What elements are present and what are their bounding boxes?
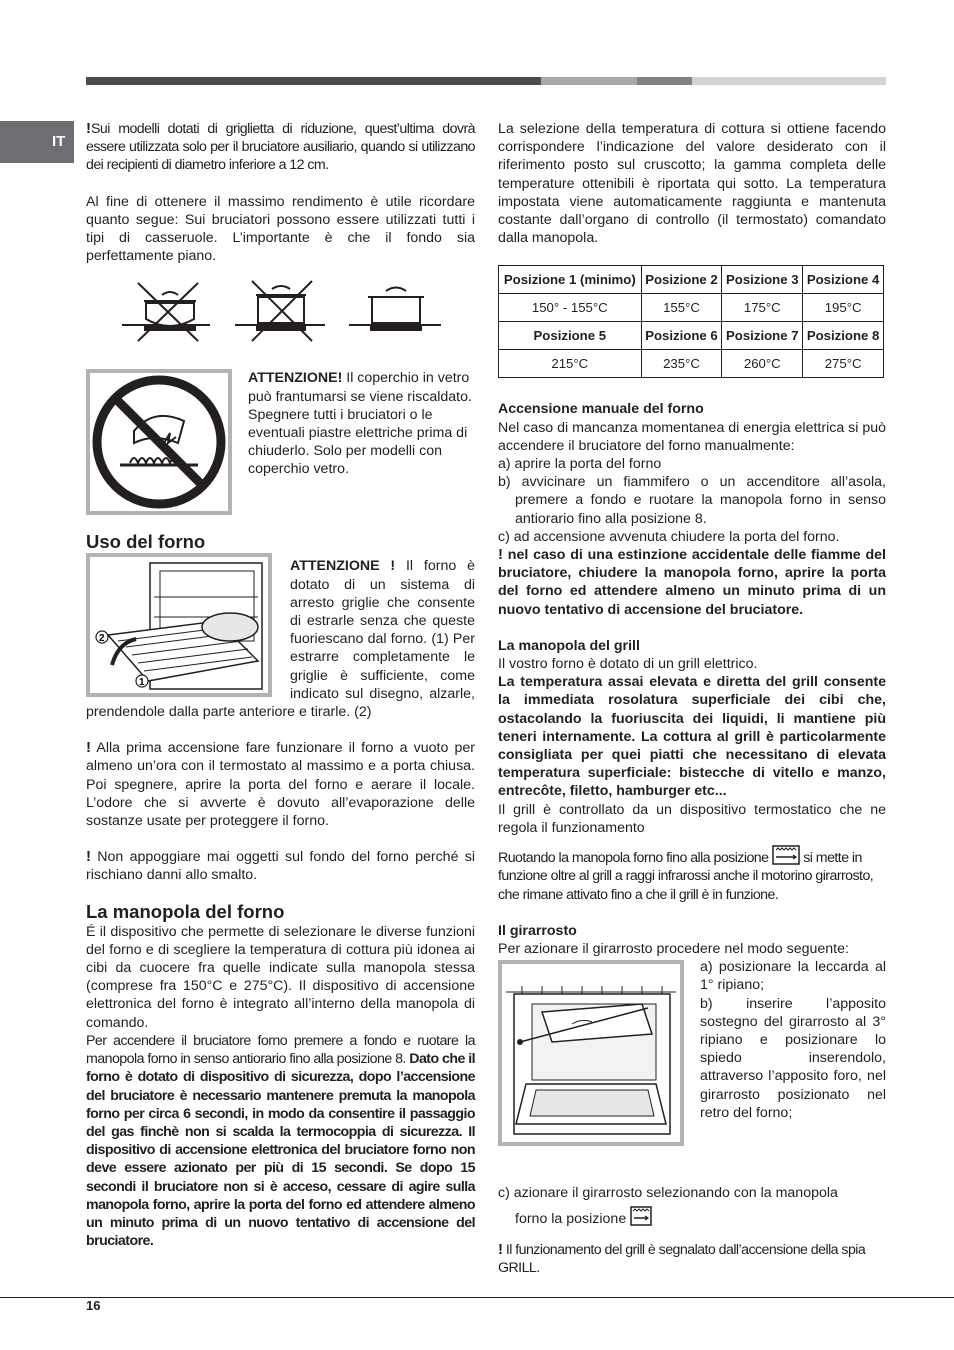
table-cell: Posizione 7 [722, 322, 803, 350]
paragraph-estinzione-warning: ! nel caso di una estinzione accidentale delle fiamme del bruciatore, chiudere la manopola forno, aprire la porta del forno ed attendere almeno un minuto prima di un nuovo tentativo di accensione del bruciatore. [498, 546, 886, 618]
paragraph-accensione-bruciatore: Per accendere il bruciatore forno premere a fondo e ruotare la manopola forno in senso antiorario fino alla posizione 8. Dato che il forno è dotato di dispositivo di sicurezza, dopo l’accensione del bruciatore è necessario mantenere premuta la manopola forno per circa 6 secondi, in modo da consentire il passaggio del gas finchè non si scalda la termocoppia di sicurezza. Il dispositivo di accensione elettronica del bruciatore forno non deve essere azionato per più di 15 secondi. Se dopo 15 secondi il bruciatore non si è acceso, cessare di agire sulla manopola forno, aprire la porta del forno ed attendere almeno un minuto prima di un nuovo tentativo di accensione del bruciatore. [86, 1032, 475, 1250]
step-girarrosto-a: a) posizionare la leccarda al 1° ripiano; [700, 959, 886, 994]
table-row [499, 350, 884, 378]
table-cell: Posizione 3 [722, 266, 803, 294]
table-cell: 155°C [641, 294, 722, 322]
step-girarrosto-b: b) inserire l’apposito sostegno del girarrosto al 3° ripiano e posizionare lo spiedo inserendolo, attraverso l’apposito foro, nel girarrosto posizionato nel retro del forno; [700, 995, 886, 1121]
oven-rack-image [86, 553, 272, 697]
paragraph-grill-posizione: Ruotando la manopola forno fino alla posizione si mette in funzione oltre al grill a raggi infrarossi anche il motorino girarrosto, che rimane attivato fino a che il grill è in funzione. [498, 845, 886, 904]
table-cell: 215°C [499, 350, 642, 378]
pan-wrong-icon-2 [235, 281, 325, 341]
table-cell: 235°C [641, 350, 722, 378]
language-label: IT [52, 133, 66, 150]
heading-girarrosto: Il girarrosto [498, 922, 577, 939]
grill-rotisserie-icon [772, 845, 800, 865]
svg-text:2: 2 [99, 633, 105, 645]
paragraph-grill-elettrico: Il vostro forno è dotato di un grill elettrico. [498, 656, 758, 673]
glass-lid-warning-image [86, 369, 232, 515]
heading-accensione-manuale: Accensione manuale del forno [498, 401, 704, 418]
oven-rack-icon [90, 557, 268, 693]
warning-mark: ! [498, 546, 503, 564]
svg-text:1: 1 [139, 677, 145, 689]
heading-manopola-grill: La manopola del grill [498, 637, 640, 654]
footer-rule [0, 1297, 954, 1298]
paragraph-fondo-forno: ! Non appoggiare mai oggetti sul fondo del forno perché si rischiano danni allo smalto. [86, 848, 475, 884]
paragraph-grill-temperatura: La temperatura assai elevata e diretta del grill consente la immediata rosolatura superficiale dei cibi che, ostacolando la fuoriuscita dei liquidi, li mantiene più teneri internamente. La cottura al grill è particolarmente consigliata per quei piatti che necessitano di elevata temperatura superficiale: bistecche di vitello e manzo, entrecôte, filetto, hamburger etc... [498, 674, 886, 800]
warning-mark: ! [86, 739, 91, 757]
table-cell: Posizione 4 [803, 266, 884, 294]
paragraph-accensione-intro: Nel caso di mancanza momentanea di energia elettrica si può accendere il bruciatore del forno manualmente: [498, 419, 887, 454]
step-girarrosto-c: c) azionare il girarrosto selezionando con la manopola [498, 1185, 838, 1202]
rack-stop-warning: ATTENZIONE ! Il forno è dotato di un sistema di arresto griglie che consente di estrarle senza che queste fuoriescano dal forno. (1) Per estrarre completamente le griglie è sufficiente, come indicato sul disegno, alzarle, prendendole dalla parte anteriore e tirarle. (2) [86, 558, 475, 721]
step-a: a) aprire la porta del forno [498, 456, 662, 473]
table-row [499, 294, 884, 322]
table-cell: Posizione 6 [641, 322, 722, 350]
paragraph-griglietta: !Sui modelli dotati di griglietta di riduzione, quest’ultima dovrà essere utilizzata solo per il bruciatore ausiliario, quando si utilizzano dei recipienti di diametro inferiore a 12 cm. [86, 120, 475, 174]
table-cell: Posizione 2 [641, 266, 722, 294]
paragraph-selezione-temperatura: La selezione della temperatura di cottura si ottiene facendo corrispondere l’indicazione del valore desiderato con il riferimento posto sul cruscotto; la gamma completa delle temperature ottenibili è riportata qui sotto. La temperatura impostata viene automaticamente raggiunta e mantenuta costante dall’organo di controllo (il termostato) comandato dalla manopola. [498, 121, 886, 247]
step-girarrosto-c-cont: forno la posizione [498, 1206, 886, 1228]
table-cell: 150° - 155°C [499, 294, 642, 322]
step-c: c) ad accensione avvenuta chiudere la porta del forno. [498, 528, 840, 545]
grill-rotisserie-icon [630, 1206, 652, 1226]
pans-illustration [86, 273, 475, 363]
table-cell: 260°C [722, 350, 803, 378]
table-cell: Posizione 1 (minimo) [499, 266, 642, 294]
paragraph-grill-termostato: Il grill è controllato da un dispositivo termostatico che ne regola il funzionamento [498, 801, 886, 836]
warning-mark: ! [86, 120, 91, 137]
glass-lid-warning: ATTENZIONE! Il coperchio in vetro può frantumarsi se viene riscaldato. Spegnere tutti i bruciatori o le eventuali piastre elettriche prima di chiuderlo. Solo per modelli con coperchio vetro. [248, 370, 472, 478]
table-cell: Posizione 5 [499, 322, 642, 350]
step-b: b) avvicinare un fiammifero o un accenditore all’asola, premere a fondo e ruotare la manopola forno in senso antiorario fino alla posizione 8. [498, 474, 886, 527]
right-column [498, 120, 886, 1277]
table-row [499, 322, 884, 350]
no-glass-lid-icon [90, 373, 228, 511]
page-number: 16 [86, 1298, 101, 1313]
table-cell: Posizione 8 [803, 322, 884, 350]
temperature-table [498, 265, 884, 378]
paragraph-rendimento: Al fine di ottenere il massimo rendimento è utile ricordare quanto segue: Sui bruciatori possono essere utilizzati tutti i tipi di casseruole. L’importante è che il fondo sia perfettamente piano. [86, 193, 475, 265]
rotisserie-oven-icon [502, 964, 680, 1142]
pan-correct-icon [349, 288, 441, 332]
top-color-bar [86, 77, 886, 85]
paragraph-manopola-dispositivo: É il dispositivo che permette di selezionare le diverse funzioni del forno e di scegliere la temperatura di cottura più idonea ai cibi da cuocere fra quelle indicate sulla manopola stessa (comprese fra 150°C e 275°C). Il dispositivo di accensione elettronica del forno è integrato all’interno della manopola di comando. [86, 923, 475, 1031]
language-tab [0, 121, 74, 163]
table-cell: 175°C [722, 294, 803, 322]
warning-mark: ! [86, 848, 91, 866]
paragraph-girarrosto-intro: Per azionare il girarrosto procedere nel modo seguente: [498, 940, 849, 957]
left-column [86, 120, 475, 1250]
warning-mark: ! [498, 1240, 503, 1258]
heading-manopola-forno: La manopola del forno [86, 900, 285, 922]
heading-uso-del-forno: Uso del forno [86, 531, 206, 553]
paragraph-spia-grill: ! Il funzionamento del grill è segnalato dall’accensione della spia GRILL. [498, 1240, 866, 1276]
pan-wrong-icon-1 [122, 283, 210, 341]
paragraph-prima-accensione: ! Alla prima accensione fare funzionare il forno a vuoto per almeno un’ora con il termostato al massimo e a porta chiusa. Poi spegnere, aprire la porta del forno e aerare il locale. L’odore che si avverte è dovuto all’evaporazione delle sostanze usate per proteggere il forno. [86, 739, 475, 830]
table-cell: 195°C [803, 294, 884, 322]
rotisserie-image [498, 960, 684, 1146]
table-row [499, 266, 884, 294]
table-cell: 275°C [803, 350, 884, 378]
